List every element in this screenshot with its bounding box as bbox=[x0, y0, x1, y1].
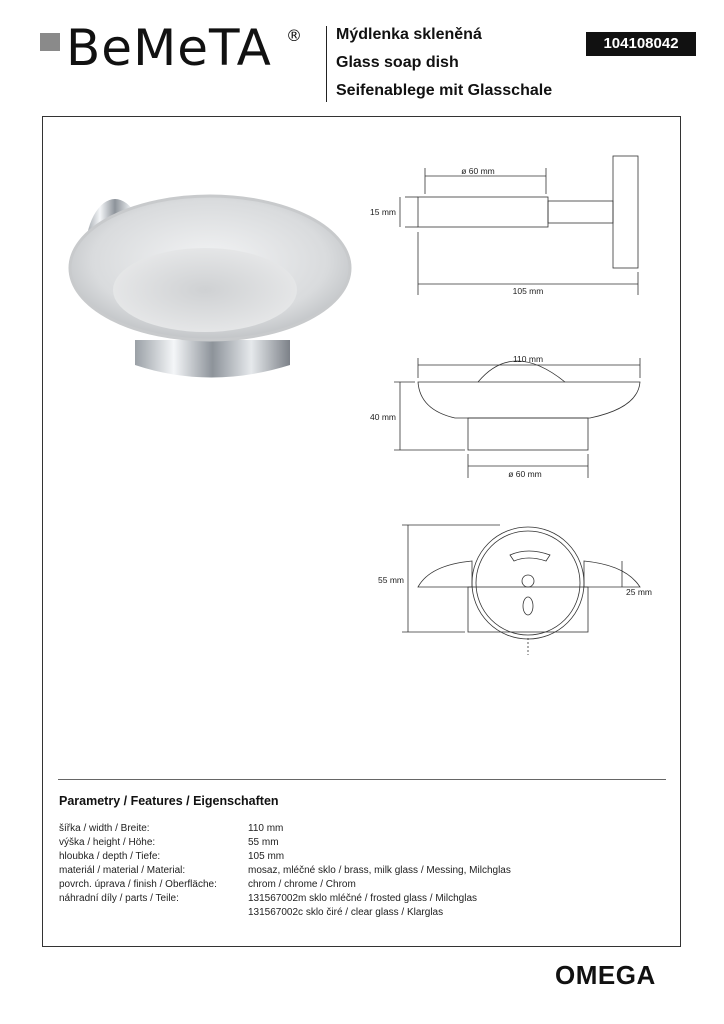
dim-top-depth: 105 mm bbox=[512, 286, 544, 296]
front-view-drawing bbox=[360, 350, 660, 485]
product-photo bbox=[60, 180, 360, 390]
dim-top-height: 15 mm bbox=[370, 207, 396, 217]
spec-label: náhradní díly / parts / Teile: bbox=[59, 893, 179, 904]
product-code-badge: 104108042 bbox=[586, 32, 696, 56]
side-view-drawing bbox=[360, 515, 660, 660]
dim-front-width: 110 mm bbox=[512, 354, 544, 364]
spec-value: 131567002c sklo čiré / clear glass / Klarglas bbox=[248, 907, 444, 918]
spec-label: povrch. úprava / finish / Oberfläche: bbox=[59, 879, 217, 890]
spec-value: mosaz, mléčné sklo / brass, milk glass / Messing, Milchglas bbox=[248, 865, 511, 876]
dim-top-diameter: ø 60 mm bbox=[461, 166, 495, 176]
dim-front-diameter: ø 60 mm bbox=[508, 469, 542, 479]
spec-value: 105 mm bbox=[248, 851, 285, 862]
title-de: Seifenablege mit Glasschale bbox=[336, 82, 553, 99]
series-name: OMEGA bbox=[555, 960, 656, 990]
logo-mark bbox=[40, 33, 60, 51]
spec-label: výška / height / Höhe: bbox=[59, 837, 156, 848]
spec-label: materiál / material / Material: bbox=[59, 865, 186, 876]
title-cz: Mýdlenka skleněná bbox=[336, 26, 482, 43]
spec-value: 131567002m sklo mléčné / frosted glass / Milchglas bbox=[248, 893, 478, 904]
spec-value: 55 mm bbox=[248, 837, 279, 848]
spec-value: chrom / chrome / Chrom bbox=[248, 879, 356, 890]
top-view-drawing bbox=[360, 150, 660, 300]
dim-side-height: 55 mm bbox=[378, 575, 404, 585]
dim-side-depth: 25 mm bbox=[626, 587, 652, 597]
spec-label: hloubka / depth / Tiefe: bbox=[59, 851, 161, 862]
spec-label: šířka / width / Breite: bbox=[59, 823, 150, 834]
features-divider bbox=[58, 779, 666, 780]
registered-mark: ® bbox=[286, 26, 302, 45]
dim-front-height: 40 mm bbox=[370, 412, 396, 422]
features-heading: Parametry / Features / Eigenschaften bbox=[59, 794, 279, 808]
spec-value: 110 mm bbox=[248, 823, 284, 834]
title-en: Glass soap dish bbox=[336, 54, 459, 71]
brand-logo: BeMeTA bbox=[66, 19, 272, 77]
title-divider bbox=[326, 26, 327, 102]
